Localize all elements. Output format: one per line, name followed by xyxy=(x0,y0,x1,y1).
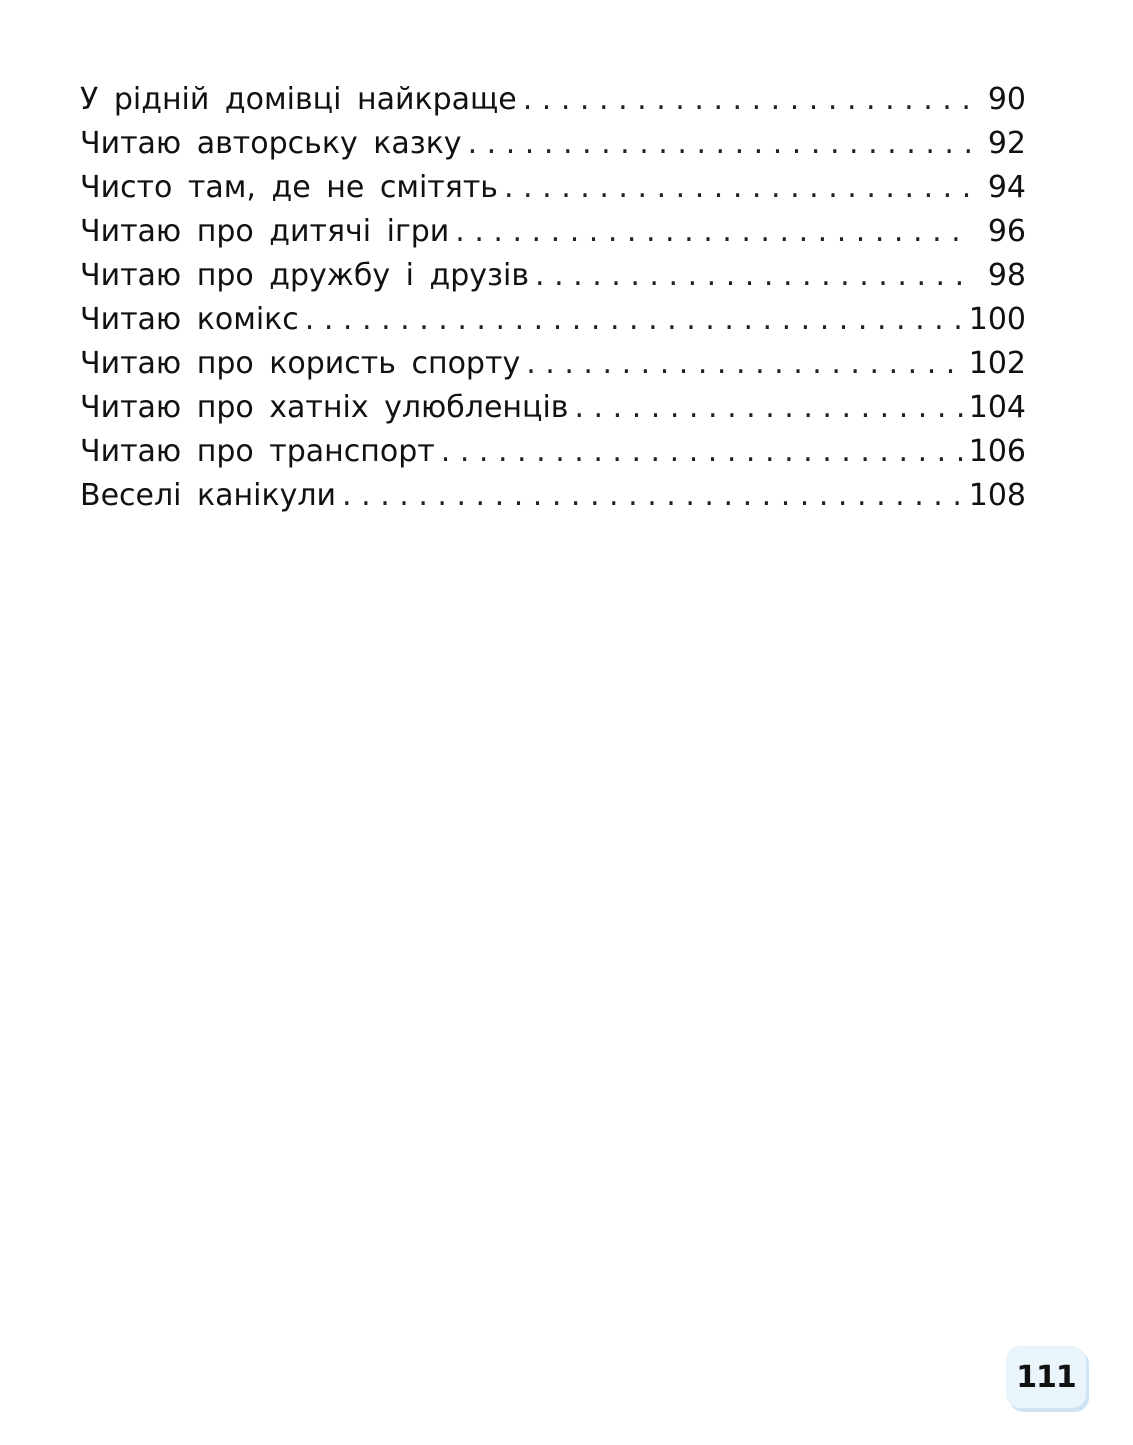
toc-entry-title: Чисто там, де не смітять xyxy=(80,170,498,205)
toc-entry-title: Читаю про хатніх улюбленців xyxy=(80,390,569,425)
toc-entry-title: Читаю про дитячі ігри xyxy=(80,214,450,249)
toc-entry-title: У рідній домівці найкраще xyxy=(80,82,517,117)
toc-entry-title: Читаю комікс xyxy=(80,302,299,337)
toc-entry-page: 100 xyxy=(968,302,1026,337)
toc-entry-page: 106 xyxy=(968,434,1026,469)
toc-entry-page: 108 xyxy=(968,478,1026,513)
toc-leader-dots xyxy=(574,386,962,430)
toc-leader-dots xyxy=(468,122,970,166)
toc-entry-page: 98 xyxy=(987,258,1026,293)
toc-entry[interactable] xyxy=(80,254,1026,298)
toc-leader-dots xyxy=(305,298,963,342)
toc-entry-page: 96 xyxy=(987,214,1026,249)
toc-entry-page: 104 xyxy=(968,390,1026,425)
page-number: 111 xyxy=(1016,1359,1076,1395)
toc-entry-title: Читаю про транспорт xyxy=(80,434,435,469)
toc-entry[interactable] xyxy=(80,122,1026,166)
toc-entry[interactable] xyxy=(80,78,1026,122)
toc-entry-title: Читаю авторську казку xyxy=(80,126,462,161)
table-of-contents xyxy=(80,78,1026,518)
toc-entry[interactable] xyxy=(80,342,1026,386)
toc-entry-page: 92 xyxy=(987,126,1026,161)
toc-entry[interactable] xyxy=(80,166,1026,210)
toc-entry-title: Веселі канікули xyxy=(80,478,337,513)
toc-entry-page: 94 xyxy=(987,170,1026,205)
toc-leader-dots xyxy=(526,342,963,386)
toc-leader-dots xyxy=(523,78,970,122)
toc-leader-dots xyxy=(342,474,963,518)
toc-entry[interactable] xyxy=(80,386,1026,430)
toc-leader-dots xyxy=(441,430,963,474)
toc-entry[interactable] xyxy=(80,298,1026,342)
toc-entry-title: Читаю про користь спорту xyxy=(80,346,521,381)
toc-entry-title: Читаю про дружбу і друзів xyxy=(80,258,529,293)
toc-entry[interactable] xyxy=(80,210,1026,254)
toc-entry-page: 90 xyxy=(987,82,1026,117)
toc-entry[interactable] xyxy=(80,474,1026,518)
toc-entry-page: 102 xyxy=(968,346,1026,381)
page-number-badge xyxy=(1006,1346,1086,1408)
toc-leader-dots xyxy=(535,254,970,298)
toc-entry[interactable] xyxy=(80,430,1026,474)
toc-leader-dots xyxy=(504,166,970,210)
toc-leader-dots xyxy=(455,210,970,254)
